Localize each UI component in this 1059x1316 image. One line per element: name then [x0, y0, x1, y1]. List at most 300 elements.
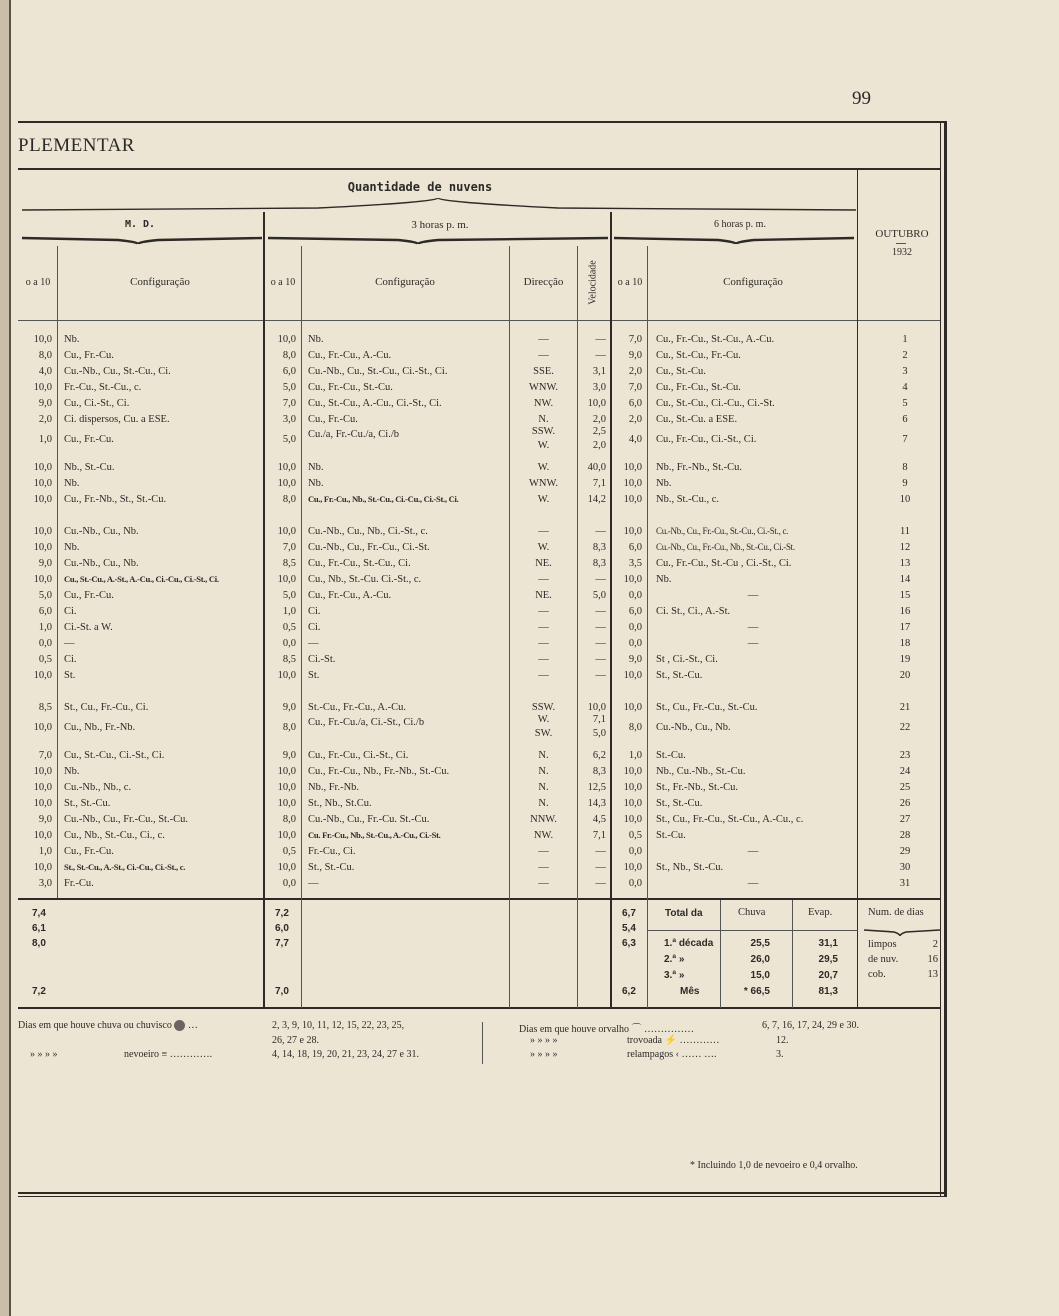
period-label-1: 1.ª década — [664, 938, 714, 949]
t6-quantity: 0,5 — [628, 830, 642, 841]
md-config: Cu., Fr.-Nb., St., St.-Cu. — [64, 494, 167, 505]
md-quantity: 10,0 — [33, 494, 52, 505]
page-binding-line — [9, 0, 11, 1316]
fog-note: nevoeiro ≡ …………. — [124, 1049, 213, 1060]
dias-value-3: 13 — [927, 969, 938, 980]
md-config: Cu., St.-Cu., Ci.-St., Ci. — [64, 750, 165, 761]
t6-quantity: 0,0 — [628, 590, 642, 601]
velocity: — — [595, 846, 606, 857]
direction: — — [538, 574, 549, 585]
day-number: 21 — [899, 702, 911, 713]
right-frame-line — [944, 121, 947, 1196]
md-quantity: 9,0 — [38, 814, 52, 825]
day-number: 17 — [899, 622, 911, 633]
md-quantity: 10,0 — [33, 782, 52, 793]
header-t6-scale: o a 10 — [617, 277, 643, 288]
thunder-prefix: » » » » — [530, 1035, 558, 1046]
direction: NW. — [533, 398, 554, 409]
md-quantity: 10,0 — [33, 574, 52, 585]
direction: SW. — [534, 728, 553, 739]
t3-quantity: 8,0 — [282, 722, 296, 733]
md-config: Cu.-Nb., Cu., St.-Cu., Ci. — [64, 366, 171, 377]
t3-config: Cu., Fr.-Cu., A.-Cu. — [308, 590, 392, 601]
direction: W. — [537, 462, 550, 473]
md-config: Cu.-Nb., Nb., c. — [64, 782, 132, 793]
direction: WNW. — [528, 382, 559, 393]
t6-quantity: 10,0 — [623, 862, 642, 873]
t6-avg-3: 6,3 — [622, 938, 636, 949]
t3-config: — — [308, 878, 319, 889]
md-config: Cu.-Nb., Cu., Nb. — [64, 526, 139, 537]
direction: — — [538, 622, 549, 633]
t6-quantity: 6,0 — [628, 542, 642, 553]
md-quantity: 10,0 — [33, 526, 52, 537]
total-label: Total da — [665, 908, 703, 919]
velocity: 5,0 — [592, 728, 606, 739]
md-config: Nb. — [64, 766, 80, 777]
footer-divider — [482, 1022, 483, 1064]
t6-quantity: 0,0 — [628, 878, 642, 889]
t3-quantity: 1,0 — [282, 606, 296, 617]
day-number: 20 — [899, 670, 911, 681]
day-number: 22 — [899, 722, 911, 733]
header-quantity: Quantidade de nuvens — [347, 180, 493, 194]
velocity: 8,3 — [592, 766, 606, 777]
md-quantity: 9,0 — [38, 398, 52, 409]
day-number: 16 — [899, 606, 911, 617]
velocity: 2,5 — [592, 426, 606, 437]
t6-config: St., Cu., Fr.-Cu., St.-Cu. — [656, 702, 758, 713]
t3-config: Cu., Fr.-Cu., St.-Cu. — [308, 382, 393, 393]
rain-note: Dias em que houve chuva ou chuvisco … — [18, 1020, 198, 1031]
t6-config: Nb. — [656, 574, 672, 585]
dias-label-3: cob. — [868, 969, 886, 980]
fog-days: 4, 14, 18, 19, 20, 21, 23, 24, 27 e 31. — [272, 1049, 419, 1060]
lightning-label: relampagos — [627, 1049, 674, 1060]
day-number: 18 — [899, 638, 911, 649]
md-quantity: 1,0 — [38, 622, 52, 633]
t3-avg-4: 7,0 — [275, 986, 289, 997]
t3-quantity: 10,0 — [277, 526, 296, 537]
t3-quantity: 5,0 — [282, 590, 296, 601]
day-number: 3 — [902, 366, 908, 377]
t3-quantity: 0,5 — [282, 622, 296, 633]
t6-quantity: 10,0 — [623, 462, 642, 473]
t6-config: — — [747, 878, 759, 889]
direction: — — [538, 638, 549, 649]
md-quantity: 10,0 — [33, 862, 52, 873]
t3-quantity: 5,0 — [282, 382, 296, 393]
md-config: — — [64, 638, 75, 649]
day-number: 14 — [899, 574, 911, 585]
t6-quantity: 4,0 — [628, 434, 642, 445]
day-number: 7 — [902, 434, 908, 445]
direction: — — [538, 526, 549, 537]
rain-days-2: 26, 27 e 28. — [272, 1035, 319, 1046]
velocity: 10,0 — [587, 702, 606, 713]
direction: NE. — [535, 590, 552, 601]
md-avg-2: 6,1 — [32, 923, 46, 934]
t3-config: Cu., Fr.-Cu., Nb., Fr.-Nb., St.-Cu. — [308, 766, 450, 777]
t6-quantity: 10,0 — [623, 766, 642, 777]
fog-symbol-icon: ≡ — [161, 1049, 168, 1060]
md-config: Nb., St.-Cu. — [64, 462, 115, 473]
rain-days-1: 2, 3, 9, 10, 11, 12, 15, 22, 23, 25, — [272, 1020, 405, 1031]
t6-avg-2: 5,4 — [622, 923, 636, 934]
md-avg-3: 8,0 — [32, 938, 46, 949]
md-config: Cu., Nb., St.-Cu., Ci., c. — [64, 830, 165, 841]
md-quantity: 10,0 — [33, 722, 52, 733]
day-number: 8 — [902, 462, 908, 473]
t3-quantity: 8,5 — [282, 558, 296, 569]
t6-config: Cu.-Nb., Cu., Fr.-Cu., St.-Cu., Ci.-St., c. — [656, 526, 789, 536]
day-number: 26 — [899, 798, 911, 809]
velocity: 12,5 — [587, 782, 606, 793]
md-config: Ci. — [64, 606, 77, 617]
dias-label-1: limpos — [868, 939, 897, 950]
t3-quantity: 6,0 — [282, 366, 296, 377]
md-config: Cu., Fr.-Cu. — [64, 846, 114, 857]
period-label-4: Mês — [680, 986, 700, 997]
t3-quantity: 0,5 — [282, 846, 296, 857]
evap-1: 31,1 — [818, 938, 838, 949]
md-avg-4: 7,2 — [32, 986, 46, 997]
md-quantity: 10,0 — [33, 478, 52, 489]
velocity: 6,2 — [592, 750, 606, 761]
thunder-note: trovoada ⚡ ………… — [627, 1035, 720, 1046]
right-frame-line-inner — [940, 121, 941, 1196]
t6-config: Cu., St.-Cu. — [656, 366, 706, 377]
lightning-prefix: » » » » — [530, 1049, 558, 1060]
t3-config: Cu., Nb., St.-Cu. Ci.-St., c. — [308, 574, 422, 585]
sum-hline — [648, 930, 858, 931]
t3-quantity: 10,0 — [277, 862, 296, 873]
header-direction: Direcção — [523, 276, 564, 288]
header-month: OUTUBRO — [875, 228, 929, 240]
velocity: 7,1 — [592, 714, 606, 725]
direction: SSE. — [533, 366, 554, 377]
t3-config: Cu.-Nb., Cu., Fr.-Cu., Ci.-St. — [308, 542, 430, 553]
thunder-label: trovoada — [627, 1035, 662, 1046]
day-number: 12 — [899, 542, 911, 553]
t6-quantity: 7,0 — [628, 382, 642, 393]
direction: N. — [538, 414, 549, 425]
t3-quantity: 8,5 — [282, 654, 296, 665]
t6-quantity: 3,5 — [628, 558, 642, 569]
velocity: 7,1 — [592, 478, 606, 489]
t6-avg-4: 6,2 — [622, 986, 636, 997]
t6-config: St., St.-Cu. — [656, 798, 703, 809]
t6-quantity: 10,0 — [623, 574, 642, 585]
direction: — — [538, 846, 549, 857]
t3-quantity: 10,0 — [277, 798, 296, 809]
day-number: 10 — [899, 494, 911, 505]
t6-config: — — [747, 622, 759, 633]
t6-config: — — [747, 846, 759, 857]
velocity: — — [595, 670, 606, 681]
rain-symbol-icon — [174, 1020, 185, 1031]
t3-quantity: 8,0 — [282, 814, 296, 825]
header-year: 1932 — [892, 247, 912, 258]
t6-config: St.-Cu. — [656, 830, 686, 841]
day-number: 24 — [899, 766, 911, 777]
t3-config: Cu.-Nb., Cu., Nb., Ci.-St., c. — [308, 526, 428, 537]
chuva-label: Chuva — [738, 907, 766, 918]
day-number: 6 — [902, 414, 908, 425]
md-quantity: 0,5 — [38, 654, 52, 665]
t3-quantity: 10,0 — [277, 782, 296, 793]
direction: W. — [537, 494, 550, 505]
t6-config: Cu., Fr.-Cu., Ci.-St., Ci. — [656, 434, 757, 445]
direction: N. — [538, 750, 549, 761]
header-md-config: Configuração — [130, 276, 190, 288]
header-bottom-line — [18, 320, 940, 321]
t6-quantity: 10,0 — [623, 814, 642, 825]
day-number: 19 — [899, 654, 911, 665]
page-title: PLEMENTAR — [18, 135, 135, 156]
t3-config: St., Nb., St.Cu. — [308, 798, 372, 809]
t3-config: Ci.-St. — [308, 654, 336, 665]
t3-avg-3: 7,7 — [275, 938, 289, 949]
day-number: 31 — [899, 878, 911, 889]
day-number: 4 — [902, 382, 908, 393]
md-quantity: 10,0 — [33, 334, 52, 345]
md-config: Fr.-Cu., St.-Cu., c. — [64, 382, 142, 393]
dew-days: 6, 7, 16, 17, 24, 29 e 30. — [762, 1020, 859, 1031]
t3-config: Nb., Fr.-Nb. — [308, 782, 360, 793]
t6-quantity: 10,0 — [623, 702, 642, 713]
velocity: — — [595, 574, 606, 585]
velocity: 10,0 — [587, 398, 606, 409]
t6-config: St , Ci.-St., Ci. — [656, 654, 718, 665]
direction: N. — [538, 766, 549, 777]
t3-config: St.-Cu., Fr.-Cu., A.-Cu. — [308, 702, 407, 713]
t3-quantity: 10,0 — [277, 334, 296, 345]
md-quantity: 10,0 — [33, 670, 52, 681]
md-config: Ci. — [64, 654, 77, 665]
t6-config: Ci. St., Ci., A.-St. — [656, 606, 731, 617]
md-config: St., Cu., Fr.-Cu., Ci. — [64, 702, 149, 713]
lightning-days: 3. — [776, 1049, 784, 1060]
day-number: 15 — [899, 590, 911, 601]
t3-config: Cu., Fr.-Cu., St.-Cu., Ci. — [308, 558, 411, 569]
dew-symbol-icon: ⌒ — [631, 1024, 642, 1035]
t3-config: St., St.-Cu. — [308, 862, 355, 873]
direction: SSW. — [531, 702, 556, 713]
fog-prefix: » » » » — [30, 1049, 58, 1060]
page-binding-edge — [0, 0, 9, 1316]
direction: — — [538, 878, 549, 889]
t6-config: Nb. — [656, 478, 672, 489]
day-number: 28 — [899, 830, 911, 841]
t3-quantity: 10,0 — [277, 478, 296, 489]
t3-avg-1: 7,2 — [275, 908, 289, 919]
md-config: Ci. dispersos, Cu. a ESE. — [64, 414, 170, 425]
t6-config: Nb., St.-Cu., c. — [656, 494, 719, 505]
md-config: Cu., Nb., Fr.-Nb. — [64, 722, 136, 733]
md-quantity: 7,0 — [38, 750, 52, 761]
t3-config: Cu. Fr.-Cu., Nb., St.-Cu., A.-Cu., Ci.-St. — [308, 830, 441, 840]
sum-sep-1 — [720, 900, 721, 1008]
day-number: 30 — [899, 862, 911, 873]
md-quantity: 1,0 — [38, 846, 52, 857]
header-md: M. D. — [124, 219, 156, 230]
evap-4: 81,3 — [818, 986, 838, 997]
md-avg-1: 7,4 — [32, 908, 46, 919]
table-top-line — [18, 168, 940, 170]
t3-config: Cu./a, Fr.-Cu./a, Ci./b — [308, 429, 400, 440]
direction: W. — [537, 542, 550, 553]
t6-quantity: 1,0 — [628, 750, 642, 761]
t3-config: Nb. — [308, 334, 324, 345]
day-number: 1 — [902, 334, 908, 345]
t6-quantity: 0,0 — [628, 846, 642, 857]
velocity: 4,5 — [592, 814, 606, 825]
direction: WNW. — [528, 478, 559, 489]
t3-quantity: 10,0 — [277, 670, 296, 681]
header-t3-scale: o a 10 — [270, 277, 296, 288]
t6-quantity: 2,0 — [628, 414, 642, 425]
t6-quantity: 9,0 — [628, 654, 642, 665]
col-sep-mdq — [57, 246, 58, 898]
header-t3-config: Configuração — [375, 276, 435, 288]
md-config: Cu., Fr.-Cu. — [64, 434, 114, 445]
md-config: Cu., St.-Cu., A.-St., A.-Cu., Ci.-Cu., Ci.-St., Ci. — [64, 574, 219, 584]
t3-quantity: 7,0 — [282, 398, 296, 409]
t6-quantity: 10,0 — [623, 782, 642, 793]
evap-label: Evap. — [808, 907, 833, 918]
md-config: Fr.-Cu. — [64, 878, 94, 889]
md-quantity: 2,0 — [38, 414, 52, 425]
md-quantity: 10,0 — [33, 462, 52, 473]
t3-config: St. — [308, 670, 320, 681]
velocity: — — [595, 350, 606, 361]
velocity: — — [595, 654, 606, 665]
t3-config: Ci. — [308, 606, 321, 617]
dias-value-1: 2 — [932, 939, 938, 950]
velocity: 7,1 — [592, 830, 606, 841]
md-config: Nb. — [64, 478, 80, 489]
top-frame-line — [18, 121, 946, 123]
md-quantity: 10,0 — [33, 766, 52, 777]
t6-config: Cu., Fr.-Cu., St.-Cu., A.-Cu. — [656, 334, 775, 345]
t3-quantity: 9,0 — [282, 750, 296, 761]
t6-config: Cu.-Nb., Cu., Fr.-Cu., Nb., St.-Cu., Ci.-St. — [656, 542, 795, 552]
thunder-days: 12. — [776, 1035, 789, 1046]
velocity: — — [595, 862, 606, 873]
velocity: 5,0 — [592, 590, 606, 601]
t3-avg-2: 6,0 — [275, 923, 289, 934]
t6-config: St., Nb., St.-Cu. — [656, 862, 724, 873]
velocity: — — [595, 526, 606, 537]
t6-config: Nb., Fr.-Nb., St.-Cu. — [656, 462, 743, 473]
velocity: 8,3 — [592, 542, 606, 553]
direction: NW. — [533, 830, 554, 841]
md-config: St., St.-Cu. — [64, 798, 111, 809]
md-quantity: 4,0 — [38, 366, 52, 377]
summary-top-line — [18, 898, 940, 900]
md-quantity: 1,0 — [38, 434, 52, 445]
t6-config: St.-Cu. — [656, 750, 686, 761]
period-label-2: 2.ª » — [664, 954, 685, 965]
t6-avg-1: 6,7 — [622, 908, 636, 919]
rain-label: Dias em que houve chuva ou chuvisco — [18, 1020, 172, 1031]
col-sep-t3q — [301, 246, 302, 1008]
chuva-3: 15,0 — [750, 970, 770, 981]
velocity: — — [595, 878, 606, 889]
fog-label: nevoeiro — [124, 1049, 159, 1060]
md-quantity: 10,0 — [33, 830, 52, 841]
md-config: Cu., Ci.-St., Ci. — [64, 398, 130, 409]
md-quantity: 3,0 — [38, 878, 52, 889]
md-quantity: 10,0 — [33, 798, 52, 809]
t6-quantity: 0,0 — [628, 622, 642, 633]
day-number: 25 — [899, 782, 911, 793]
velocity: — — [595, 638, 606, 649]
t3-config: Cu.-Nb., Cu., Fr.-Cu. St.-Cu. — [308, 814, 430, 825]
bottom-frame-line — [18, 1192, 947, 1194]
md-config: Cu., Fr.-Cu. — [64, 350, 114, 361]
velocity: 2,0 — [592, 440, 606, 451]
t3-quantity: 8,0 — [282, 494, 296, 505]
direction: — — [538, 606, 549, 617]
t6-config: — — [747, 638, 759, 649]
direction: W. — [537, 440, 550, 451]
t3-config: Cu., Fr.-Cu., Nb., St.-Cu., Ci.-Cu., Ci.-St., Ci. — [308, 494, 459, 504]
t3-quantity: 0,0 — [282, 878, 296, 889]
t6-quantity: 10,0 — [623, 798, 642, 809]
t3-config: — — [308, 638, 319, 649]
thunder-symbol-icon: ⚡ — [664, 1035, 677, 1046]
direction: N. — [538, 798, 549, 809]
direction: N. — [538, 782, 549, 793]
header-velocity: Velocidade — [587, 260, 599, 305]
md-config: Nb. — [64, 334, 80, 345]
t6-config: — — [747, 590, 759, 601]
header-6pm: 6 horas p. m. — [714, 219, 766, 230]
day-number: 5 — [902, 398, 908, 409]
velocity: 2,0 — [592, 414, 606, 425]
md-quantity: 10,0 — [33, 382, 52, 393]
period-label-3: 3.ª » — [664, 970, 685, 981]
t6-quantity: 10,0 — [623, 478, 642, 489]
velocity: — — [595, 334, 606, 345]
day-number: 9 — [902, 478, 908, 489]
t3-quantity: 3,0 — [282, 414, 296, 425]
t3-quantity: 10,0 — [277, 830, 296, 841]
t6-quantity: 6,0 — [628, 398, 642, 409]
t3-config: Cu., Fr.-Cu. — [308, 414, 358, 425]
md-config: St., St.-Cu., A.-St., Ci.-Cu., Ci.-St., c. — [64, 862, 186, 872]
t6-config: St., St.-Cu. — [656, 670, 703, 681]
t6-quantity: 9,0 — [628, 350, 642, 361]
t3-config: Fr.-Cu., Ci. — [308, 846, 356, 857]
day-number: 13 — [899, 558, 911, 569]
t3-config: Cu.-Nb., Cu., St.-Cu., Ci.-St., Ci. — [308, 366, 448, 377]
t3-quantity: 9,0 — [282, 702, 296, 713]
t6-quantity: 10,0 — [623, 526, 642, 537]
evap-3: 20,7 — [818, 970, 838, 981]
footnote: * Incluindo 1,0 de nevoeiro e 0,4 orvalho. — [690, 1160, 858, 1171]
velocity: 14,2 — [587, 494, 606, 505]
md-config: Cu.-Nb., Cu., Nb. — [64, 558, 139, 569]
t6-config: Cu., Fr.-Cu., St.-Cu , Ci.-St., Ci. — [656, 558, 792, 569]
month-dash — [896, 243, 906, 244]
t6-config: Cu., St.-Cu., Fr.-Cu. — [656, 350, 741, 361]
num-dias-label: Num. de dias — [868, 907, 924, 918]
chuva-1: 25,5 — [750, 938, 770, 949]
day-number: 2 — [902, 350, 908, 361]
